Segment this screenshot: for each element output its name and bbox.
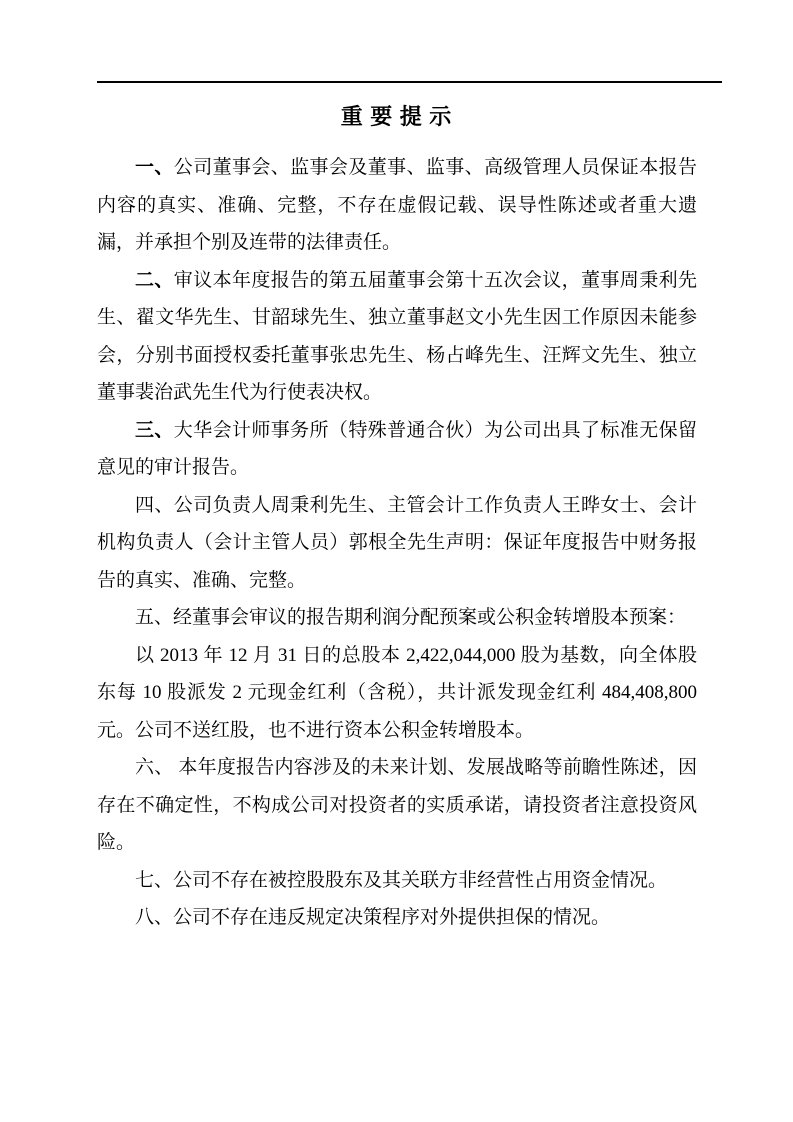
paragraph-text-1: 公司董事会、监事会及董事、监事、高级管理人员保证本报告内容的真实、准确、完整，不存在虚假记载、误导性陈述或者重大遗漏，并承担个别及连带的法律责任。 xyxy=(97,157,697,253)
list-marker-2: 二、 xyxy=(135,269,174,291)
list-marker-3: 三、 xyxy=(135,419,174,441)
paragraph-item-4 xyxy=(97,487,697,600)
page-title: 重 要 提 示 xyxy=(340,104,453,129)
paragraph-item-3 xyxy=(97,412,697,487)
list-marker-8: 七、 xyxy=(135,869,174,891)
document-body xyxy=(97,149,697,937)
paragraph-item-6-dividend xyxy=(97,637,697,750)
paragraph-text-6: 以 2013 年 12 月 31 日的总股本 2,422,044,000 股为基数，向全体股东每 10 股派发 2 元现金红利（含税），共计派发现金红利 484,408,800 元。公司不送红股，也不进行资本公积金转增股本。 xyxy=(97,644,697,741)
list-marker-4: 四、 xyxy=(135,494,174,516)
paragraph-text-8: 公司不存在被控股股东及其关联方非经营性占用资金情况。 xyxy=(173,869,668,891)
paragraph-text-5: 经董事会审议的报告期利润分配预案或公积金转增股本预案： xyxy=(173,607,687,628)
header-divider xyxy=(97,81,722,83)
paragraph-item-5 xyxy=(97,599,697,637)
list-marker-5: 五、 xyxy=(135,607,174,628)
paragraph-text-4: 公司负责人周秉利先生、主管会计工作负责人王晔女士、会计机构负责人（会计主管人员）郭根全先生声明：保证年度报告中财务报告的真实、准确、完整。 xyxy=(97,494,697,591)
list-marker-7: 六、 xyxy=(135,757,174,778)
paragraph-item-7 xyxy=(97,749,697,862)
paragraph-text-3: 大华会计师事务所（特殊普通合伙）为公司出具了标准无保留意见的审计报告。 xyxy=(97,419,697,478)
paragraph-item-2 xyxy=(97,262,697,412)
paragraph-item-1 xyxy=(97,149,697,262)
list-marker-1: 一、 xyxy=(135,157,174,178)
paragraph-item-8 xyxy=(97,862,697,900)
list-marker-9: 八、 xyxy=(135,907,174,928)
paragraph-text-2: 审议本年度报告的第五届董事会第十五次会议，董事周秉利先生、翟文华先生、甘韶球先生、独立董事赵文小先生因工作原因未能参会，分别书面授权委托董事张忠先生、杨占峰先生、汪辉文先生、独立董事裴治武先生代为行使表决权。 xyxy=(97,269,697,403)
paragraph-text-9: 公司不存在违反规定决策程序对外提供担保的情况。 xyxy=(173,907,611,928)
paragraph-item-9 xyxy=(97,899,697,937)
paragraph-text-7: 本年度报告内容涉及的未来计划、发展战略等前瞻性陈述，因存在不确定性，不构成公司对投资者的实质承诺，请投资者注意投资风险。 xyxy=(97,757,697,853)
